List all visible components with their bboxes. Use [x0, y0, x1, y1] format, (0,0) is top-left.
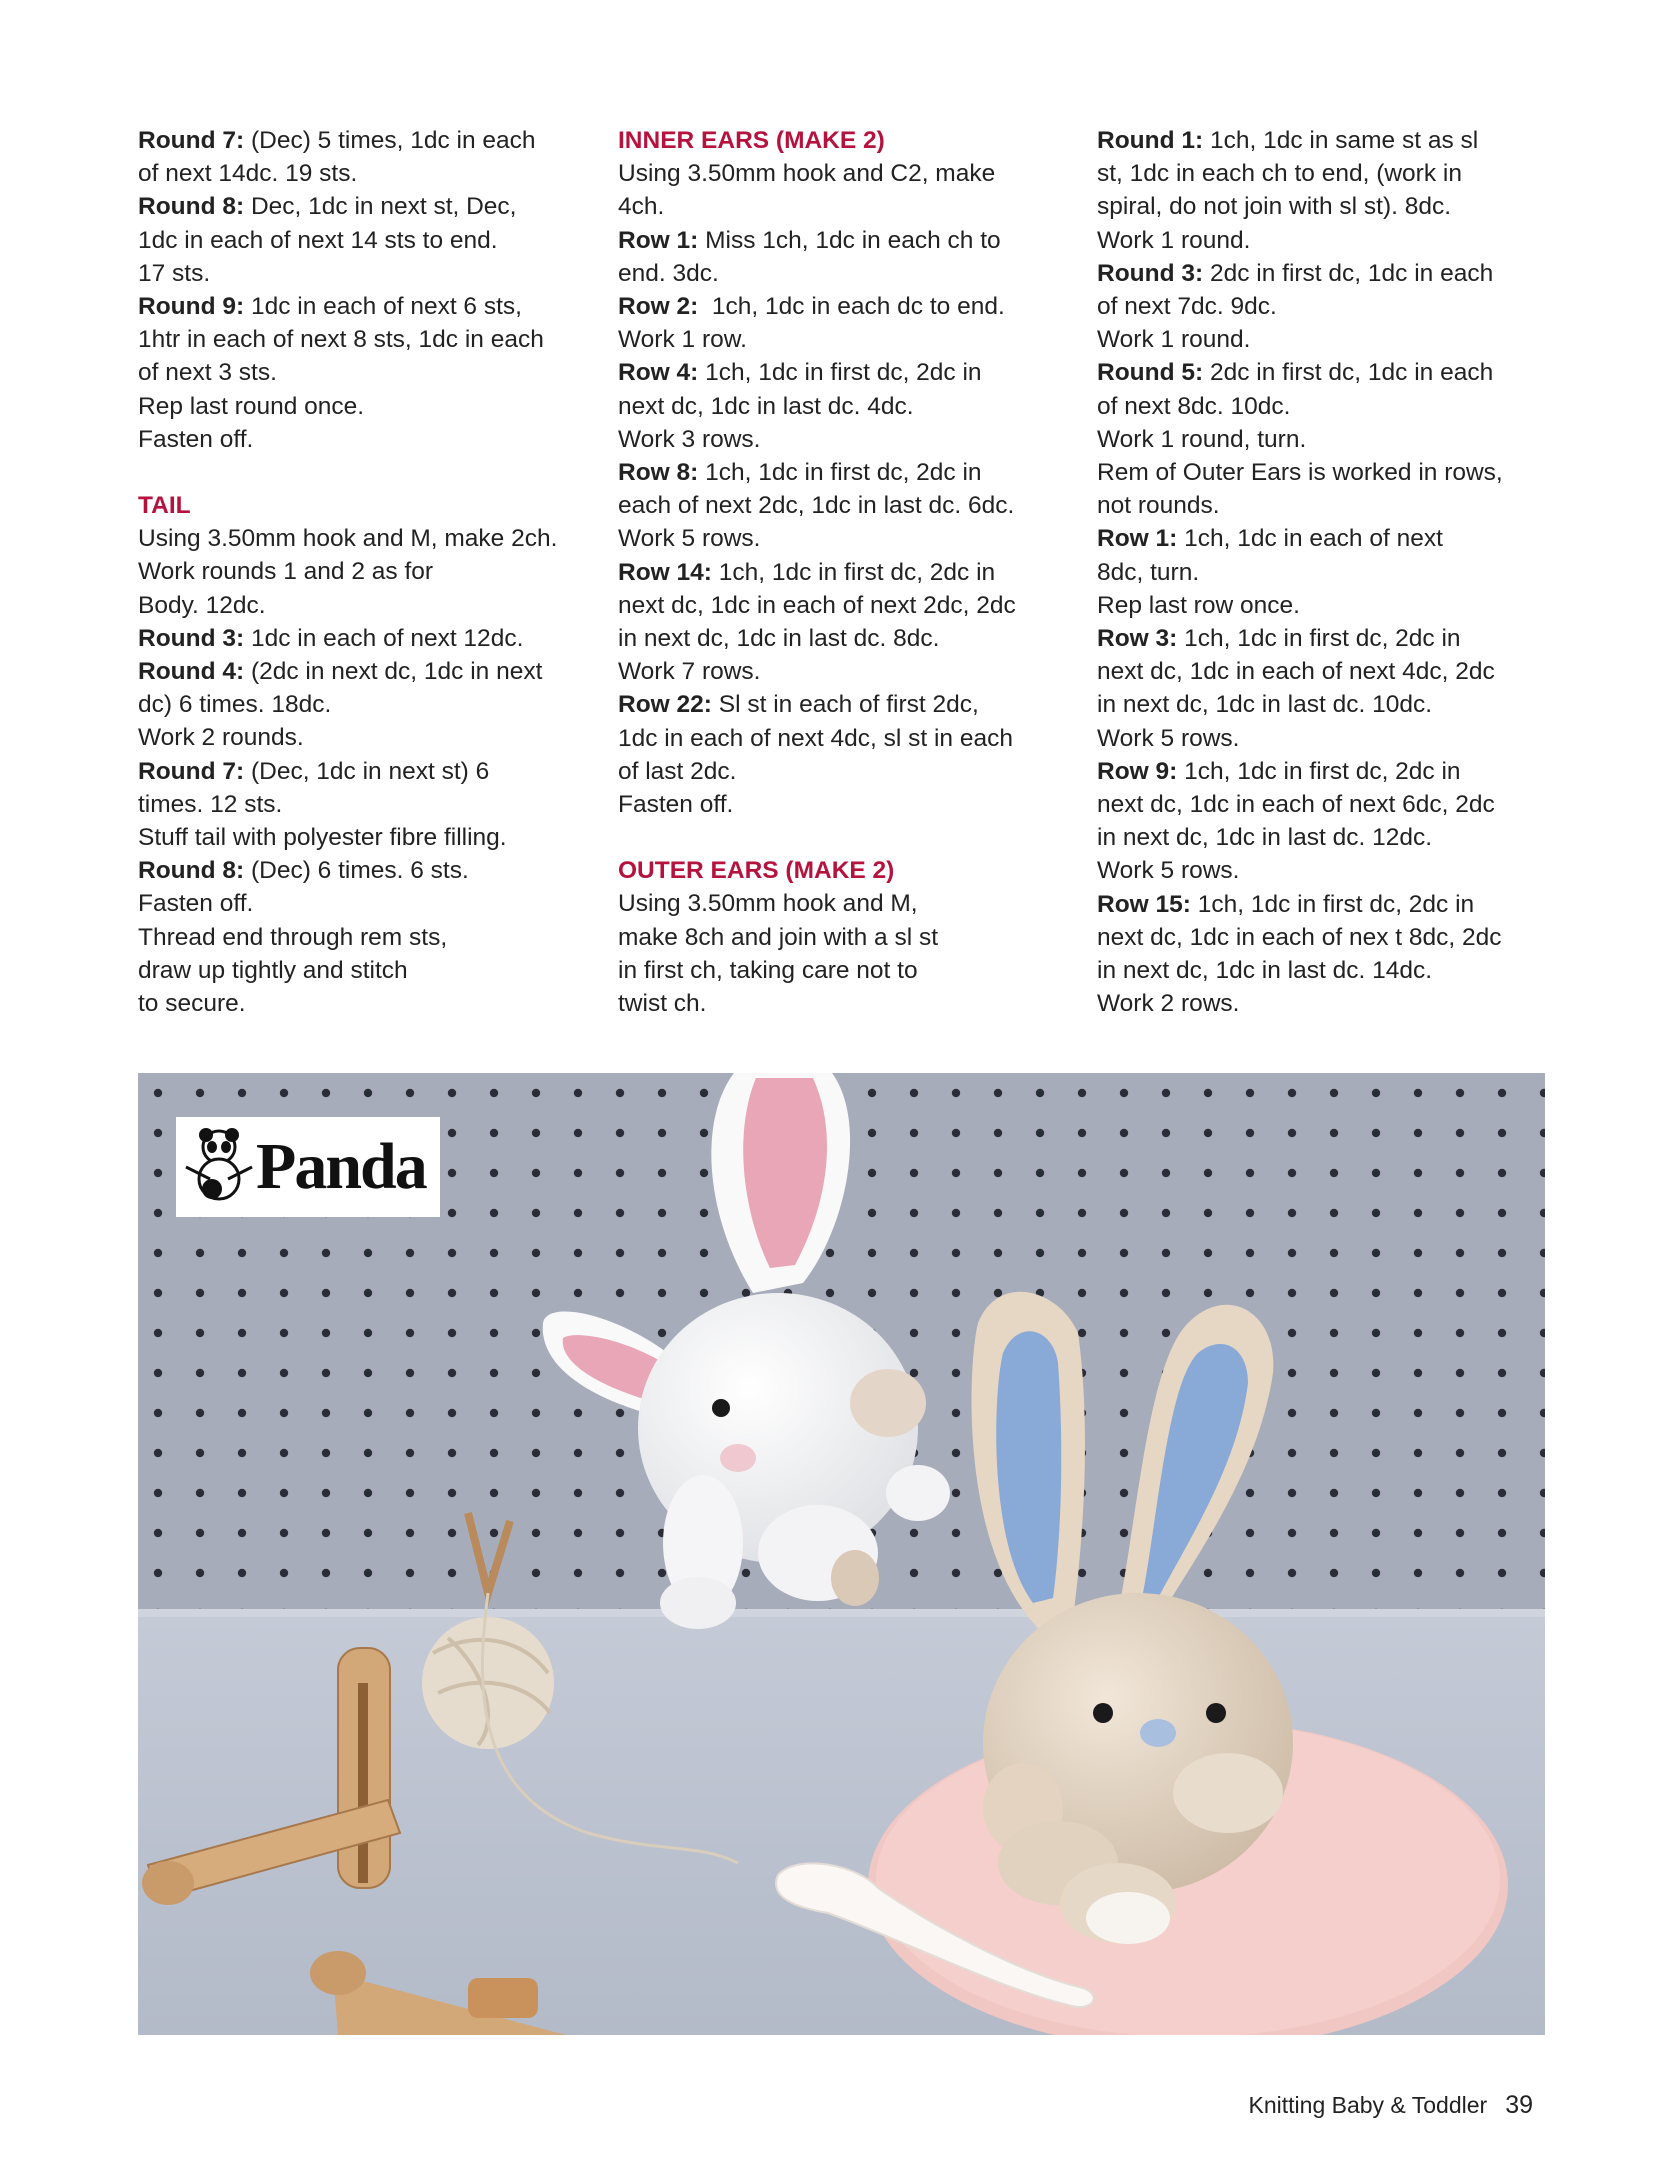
pattern-line [1097, 323, 1549, 356]
step-text: in next dc, 1dc in last dc. 10dc. [1097, 691, 1433, 719]
pattern-line [1097, 224, 1549, 257]
pattern-line [1097, 722, 1549, 755]
pattern-line [1097, 622, 1549, 655]
step-text: Work 7 rows. [618, 658, 761, 686]
step-text: 1ch, 1dc in same st as sl [1203, 127, 1479, 154]
step-text: 1dc in each of next 12dc. [244, 624, 524, 652]
pattern-line [1097, 489, 1549, 522]
step-label: Row 2: [618, 293, 699, 321]
step-text: Thread end through rem sts, [138, 923, 448, 951]
pattern-line [138, 323, 590, 356]
pattern-line [1097, 921, 1549, 954]
step-text: 1ch, 1dc in first dc, 2dc in [698, 359, 982, 387]
step-text: times. 12 sts. [138, 790, 283, 818]
pattern-line [618, 655, 1070, 688]
step-text: (Dec) 6 times. 6 sts. [244, 857, 469, 885]
pattern-line [1097, 423, 1549, 456]
pattern-line [618, 456, 1070, 489]
step-label: Row 1: [1097, 525, 1178, 553]
pattern-line [138, 688, 590, 721]
pattern-line [1097, 290, 1549, 323]
pattern-line [618, 157, 1070, 190]
pattern-line [618, 522, 1070, 555]
step-text: in next dc, 1dc in last dc. 14dc. [1097, 957, 1433, 985]
pattern-line [618, 755, 1070, 788]
step-text: twist ch. [618, 990, 707, 1018]
step-text: each of next 2dc, 1dc in last dc. 6dc. [618, 492, 1015, 520]
pattern-line [138, 887, 590, 920]
pattern-line [1097, 157, 1549, 190]
step-text: make 8ch and join with a sl st [618, 923, 939, 951]
step-text: 8dc, turn. [1097, 558, 1200, 586]
pattern-line [1097, 390, 1549, 423]
pattern-line [138, 290, 590, 323]
pattern-line [138, 954, 590, 987]
step-text: Work 1 row. [618, 326, 747, 354]
section-heading: OUTER EARS (MAKE 2) [618, 857, 895, 885]
step-text: Sl st in each of first 2dc, [711, 691, 979, 719]
pattern-line [1097, 356, 1549, 389]
page-footer [1249, 2091, 1533, 2120]
step-text: 1ch, 1dc in first dc, 2dc in [1177, 757, 1461, 785]
pattern-line [1097, 124, 1549, 157]
step-text: Work 2 rows. [1097, 990, 1240, 1018]
pattern-line [618, 224, 1070, 257]
pattern-line [618, 556, 1070, 589]
pattern-line [618, 423, 1070, 456]
pattern-line [138, 390, 590, 423]
step-text: (Dec) 5 times, 1dc in each [244, 127, 536, 154]
pattern-line [1097, 688, 1549, 721]
step-label: Round 5: [1097, 359, 1204, 387]
step-text: Rep last round once. [138, 392, 365, 420]
step-text: 1htr in each of next 8 sts, 1dc in each [138, 326, 544, 354]
step-label: Row 1: [618, 226, 699, 254]
step-text: of next 7dc. 9dc. [1097, 293, 1277, 321]
step-text: in next dc, 1dc in last dc. 12dc. [1097, 824, 1433, 852]
panda-mascot-icon [184, 1127, 254, 1207]
pattern-line [1097, 954, 1549, 987]
pattern-line [618, 622, 1070, 655]
step-text: of last 2dc. [618, 757, 737, 785]
pattern-line [1097, 522, 1549, 555]
pattern-line [1097, 854, 1549, 887]
step-text: 1ch, 1dc in first dc, 2dc in [1190, 890, 1475, 918]
step-text: Fasten off. [618, 791, 734, 819]
step-text: Fasten off. [138, 890, 254, 918]
step-text: of next 14dc. 19 sts. [138, 160, 358, 188]
step-label: Row 15: [1097, 890, 1191, 918]
pattern-column-3 [1097, 124, 1549, 1020]
step-text: 1dc in each of next 14 sts to end. [138, 226, 498, 254]
pattern-line [618, 290, 1070, 323]
pattern-line [138, 854, 590, 887]
step-text: in next dc, 1dc in last dc. 8dc. [618, 625, 940, 653]
step-text: 4ch. [618, 193, 665, 221]
step-text: Using 3.50mm hook and C2, make [618, 160, 996, 188]
step-text: Work rounds 1 and 2 as for [138, 558, 434, 586]
step-text: 1dc in each of next 6 sts, [244, 293, 522, 321]
pattern-line [138, 190, 590, 223]
step-text: 2dc in first dc, 1dc in each [1203, 259, 1494, 287]
pattern-line [138, 655, 590, 688]
step-text: Work 1 round, turn. [1097, 425, 1307, 453]
step-label: Row 4: [618, 359, 699, 387]
pattern-line [138, 622, 590, 655]
step-text: 1ch, 1dc in first dc, 2dc in [711, 558, 996, 586]
section-heading: INNER EARS (MAKE 2) [618, 127, 885, 154]
pattern-line [138, 522, 590, 555]
step-text: Work 5 rows. [1097, 857, 1240, 885]
pattern-line [618, 987, 1070, 1020]
step-text: next dc, 1dc in each of next 2dc, 2dc [618, 591, 1016, 619]
pattern-line [618, 390, 1070, 423]
pattern-line [138, 921, 590, 954]
step-text: spiral, do not join with sl st). 8dc. [1097, 193, 1452, 221]
step-text: Rep last row once. [1097, 591, 1300, 619]
pattern-column-2 [618, 124, 1070, 1020]
section-heading: TAIL [138, 492, 191, 520]
step-text: in first ch, taking care not to [618, 956, 918, 984]
pattern-column-1 [138, 124, 590, 1020]
step-text: (Dec, 1dc in next st) 6 [244, 757, 490, 785]
step-label: Row 9: [1097, 757, 1178, 785]
step-label: Row 14: [618, 558, 712, 586]
pattern-line [138, 157, 590, 190]
pattern-line [138, 423, 590, 456]
step-text: Fasten off. [138, 425, 254, 453]
pattern-line [1097, 655, 1549, 688]
pattern-line [138, 224, 590, 257]
pattern-line [618, 356, 1070, 389]
pattern-line [138, 821, 590, 854]
pattern-line [138, 124, 590, 157]
step-text: Stuff tail with polyester fibre filling. [138, 824, 507, 852]
pattern-line [138, 755, 590, 788]
step-text: end. 3dc. [618, 259, 719, 287]
step-label: Row 22: [618, 691, 712, 719]
pattern-line [618, 323, 1070, 356]
product-photo [138, 1073, 1545, 2035]
panda-logo [176, 1117, 440, 1217]
pattern-line [618, 788, 1070, 821]
pattern-line [1097, 589, 1549, 622]
pattern-line [1097, 888, 1549, 921]
step-text: next dc, 1dc in last dc. 4dc. [618, 392, 914, 420]
step-text: draw up tightly and stitch [138, 956, 408, 984]
pattern-line [138, 555, 590, 588]
pattern-line [618, 190, 1070, 223]
step-label: Round 4: [138, 658, 245, 686]
step-text: Rem of Outer Ears is worked in rows, [1097, 459, 1503, 487]
pattern-line [618, 887, 1070, 920]
pattern-line [138, 257, 590, 290]
step-text: 1ch, 1dc in first dc, 2dc in [698, 459, 982, 487]
step-label: Round 8: [138, 193, 245, 221]
step-text: Work 1 round. [1097, 226, 1251, 254]
pattern-line [1097, 456, 1549, 489]
step-text: to secure. [138, 990, 246, 1018]
step-text: st, 1dc in each ch to end, (work in [1097, 160, 1462, 188]
step-label: Round 3: [1097, 259, 1204, 287]
pattern-line [1097, 190, 1549, 223]
step-text: Work 3 rows. [618, 425, 761, 453]
pattern-line [1097, 556, 1549, 589]
step-text: Using 3.50mm hook and M, make 2ch. [138, 525, 558, 553]
pattern-line [138, 589, 590, 622]
step-text: Using 3.50mm hook and M, [618, 890, 918, 918]
step-label: Row 3: [1097, 625, 1178, 653]
pattern-line [1097, 821, 1549, 854]
step-text: (2dc in next dc, 1dc in next [244, 658, 543, 686]
step-text: 1ch, 1dc in each of next [1177, 525, 1443, 553]
step-text: Work 1 round. [1097, 326, 1251, 354]
pattern-line [1097, 987, 1549, 1020]
step-text: Miss 1ch, 1dc in each ch to [698, 226, 1001, 254]
step-text: next dc, 1dc in each of next 4dc, 2dc [1097, 658, 1495, 686]
pattern-line [1097, 755, 1549, 788]
step-label: Round 7: [138, 127, 245, 154]
pattern-line [138, 987, 590, 1020]
pattern-line [618, 722, 1070, 755]
publication-name: Knitting Baby & Toddler [1248, 2092, 1488, 2118]
step-label: Row 8: [618, 459, 699, 487]
step-text: not rounds. [1097, 492, 1220, 520]
step-text: 1ch, 1dc in each dc to end. [698, 293, 1005, 321]
panda-logo-text: Panda [256, 1130, 426, 1203]
bunnies-illustration [138, 1073, 1545, 2035]
step-text: 17 sts. [138, 259, 211, 287]
pattern-line [1097, 788, 1549, 821]
step-label: Round 3: [138, 624, 245, 652]
pattern-line [618, 688, 1070, 721]
step-text: Work 5 rows. [618, 525, 761, 553]
pattern-line [138, 356, 590, 389]
step-label: Round 1: [1097, 127, 1204, 154]
pattern-line [618, 489, 1070, 522]
pattern-line [618, 257, 1070, 290]
pattern-line [618, 589, 1070, 622]
pattern-line [1097, 257, 1549, 290]
pattern-line [138, 721, 590, 754]
page-number: 39 [1505, 2091, 1533, 2119]
step-text: of next 8dc. 10dc. [1097, 392, 1291, 420]
step-text: Dec, 1dc in next st, Dec, [244, 193, 517, 221]
step-label: Round 7: [138, 757, 245, 785]
pattern-line [618, 954, 1070, 987]
pattern-line [618, 921, 1070, 954]
step-text: dc) 6 times. 18dc. [138, 691, 332, 719]
step-text: 1ch, 1dc in first dc, 2dc in [1177, 625, 1461, 653]
step-text: Work 5 rows. [1097, 724, 1240, 752]
step-text: 2dc in first dc, 1dc in each [1203, 359, 1494, 387]
step-label: Round 8: [138, 857, 245, 885]
step-text: 1dc in each of next 4dc, sl st in each [618, 724, 1013, 752]
step-text: next dc, 1dc in each of nex t 8dc, 2dc [1097, 923, 1502, 951]
step-text: next dc, 1dc in each of next 6dc, 2dc [1097, 791, 1495, 819]
step-text: Body. 12dc. [138, 591, 266, 619]
step-text: Work 2 rounds. [138, 724, 304, 752]
pattern-line [138, 788, 590, 821]
step-text: of next 3 sts. [138, 359, 277, 387]
step-label: Round 9: [138, 293, 245, 321]
